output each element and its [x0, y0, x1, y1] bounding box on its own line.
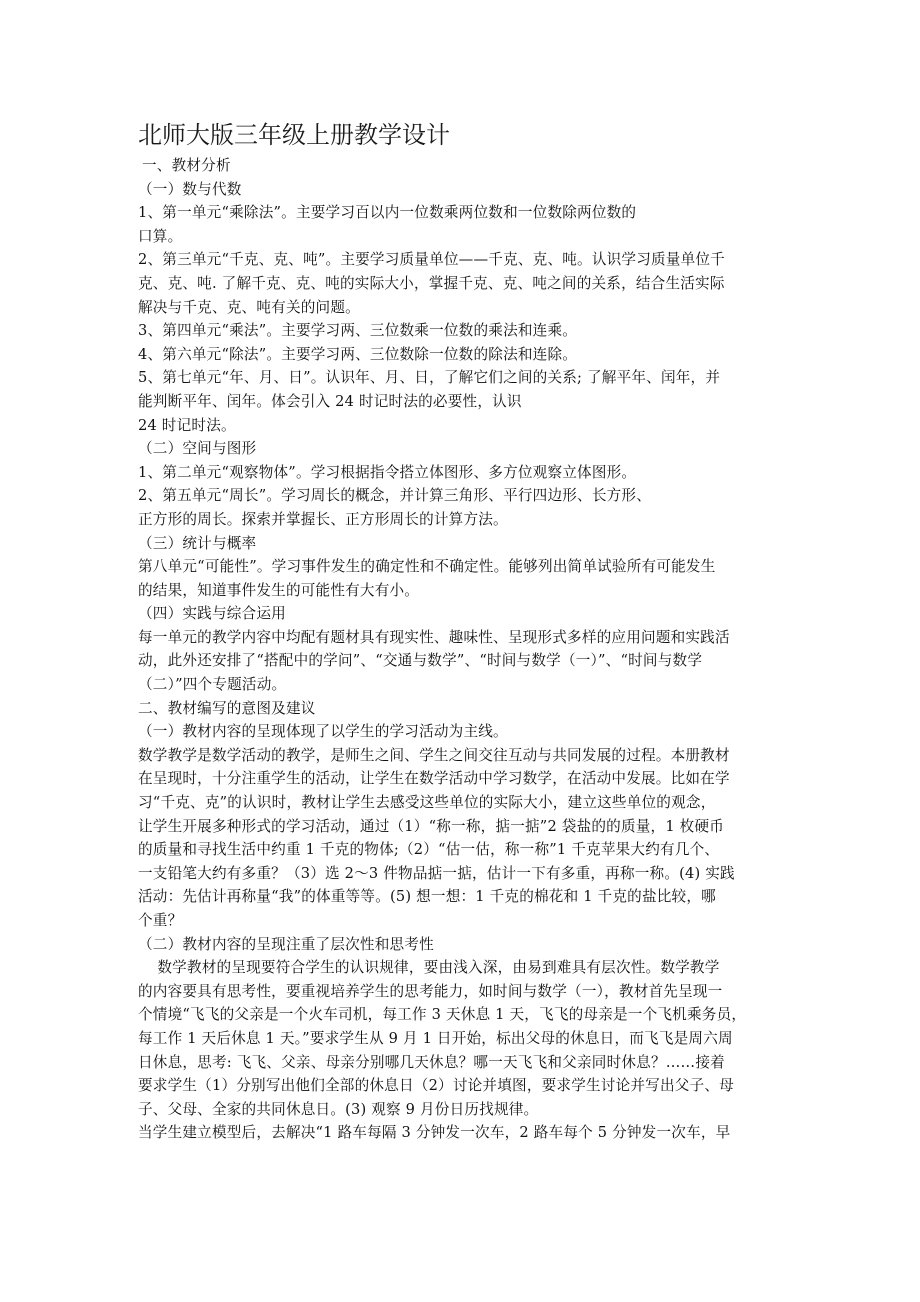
text-line: 能判断平年、闰年。体会引入 24 时记时法的必要性，认识	[138, 392, 522, 410]
text-line: 2、第三单元“千克、克、吨”。主要学习质量单位——千克、克、吨。认识学习质量单位千	[138, 251, 725, 269]
text-line: 5、第七单元“年、月、日”。认识年、月、日，了解它们之间的关系; 了解平年、闰年，并	[138, 369, 721, 387]
text-line: 口算。	[138, 227, 183, 245]
text-line: 1、第一单元“乘除法”。主要学习百以内一位数乘两位数和一位数除两位数的	[138, 204, 637, 222]
text-line: 动，此外还安排了“搭配中的学问”、“交通与数学”、“时间与数学（一）”、“时间与数学	[138, 652, 703, 670]
document-title: 北师大版三年级上册教学设计	[138, 121, 450, 149]
text-line: 习“千克、克”的认识时，教材让学生去感受这些单位的实际大小，建立这些单位的观念，	[138, 794, 716, 812]
text-line: 24 时记时法。	[138, 416, 236, 434]
text-line: 个重？	[138, 912, 183, 929]
document-body	[138, 154, 784, 1145]
text-line: 当学生建立模型后，去解决“1 路车每隔 3 分钟发一次车，2 路车每个 5 分钟发一次车，早	[138, 1124, 731, 1142]
text-line: 活动：先估计再称量“我”的体重等等。(5) 想一想：1 千克的棉花和 1 千克的盐比较，哪	[138, 888, 716, 906]
text-line: 克、克、吨. 了解千克、克、吨的实际大小，掌握千克、克、吨之间的关系，结合生活实际	[138, 274, 725, 292]
section-heading: 一、教材分析	[142, 157, 231, 174]
text-line: 的结果，知道事件发生的可能性有大有小。	[138, 581, 420, 599]
text-line: 解决与千克、克、吨有关的问题。	[138, 298, 360, 316]
text-line: 每一单元的教学内容中均配有题材具有现实性、趣味性、呈现形式多样的应用问题和实践活	[138, 628, 730, 646]
subsection-heading: （一）教材内容的呈现体现了以学生的学习活动为主线。	[138, 723, 508, 741]
text-line: 让学生开展多种形式的学习活动，通过（1）“称一称，掂一掂”2 袋盐的的质量，1 枚硬币	[138, 817, 725, 835]
subsection-heading: （三）统计与概率	[138, 534, 257, 552]
document-page	[138, 118, 784, 1145]
text-line: （二）”四个专题活动。	[138, 676, 287, 694]
text-line: 要求学生（1）分别写出他们全部的休息日（2）讨论并填图，要求学生讨论并写出父子、母	[138, 1077, 734, 1095]
text-line: 的内容要具有思考性，要重视培养学生的思考能力，如时间与数学（一），教材首先呈现一	[138, 982, 723, 1000]
text-line: 2、第五单元“周长”。学习周长的概念，并计算三角形、平行四边形、长方形、	[138, 487, 652, 505]
text-line: 的质量和寻找生活中约重 1 千克的物体;（2）“估一估，称一称”1 千克苹果大约有几个、	[138, 841, 720, 859]
text-line: 一支铅笔大约有多重？（3）选 2～3 件物品掂一掂，估计一下有多重，再称一称。(4) 实践	[138, 864, 735, 882]
text-line: 子、父母、全家的共同休息日。(3) 观察 9 月份日历找规律。	[138, 1100, 539, 1118]
subsection-heading: （一）数与代数	[138, 180, 242, 198]
subsection-heading: （二）空间与图形	[138, 440, 257, 458]
text-line: 数学教学是数学活动的教学，是师生之间、学生之间交往互动与共同发展的过程。本册教材	[138, 746, 730, 764]
text-line: 每工作 1 天后休息 1 天。”要求学生从 9 月 1 日开始，标出父母的休息日，而飞飞是周六周	[138, 1029, 733, 1047]
subsection-heading: （四）实践与综合运用	[138, 605, 286, 623]
text-line: 第八单元“可能性”。学习事件发生的确定性和不确定性。能够列出简单试验所有可能发生	[138, 558, 716, 576]
text-line: 4、第六单元“除法”。主要学习两、三位数除一位数的除法和连除。	[138, 345, 578, 363]
text-line: 1、第二单元“观察物体”。学习根据指令搭立体图形、多方位观察立体图形。	[138, 463, 637, 481]
text-line: 3、第四单元“乘法”。主要学习两、三位数乘一位数的乘法和连乘。	[138, 322, 578, 340]
text-line: 正方形的周长。探索并掌握长、正方形周长的计算方法。	[138, 510, 508, 528]
subsection-heading: （二）教材内容的呈现注重了层次性和思考性	[138, 935, 434, 953]
section-heading: 二、教材编写的意图及建议	[138, 699, 316, 717]
text-line: 个情境“飞飞的父亲是一个火车司机，每工作 3 天休息 1 天，飞飞的母亲是一个飞机乘务员，	[138, 1006, 747, 1024]
text-line: 数学教材的呈现要符合学生的认识规律，要由浅入深，由易到难具有层次性。数学教学	[138, 959, 720, 977]
text-line: 在呈现时，十分注重学生的活动，让学生在数学活动中学习数学，在活动中发展。比如在学	[138, 770, 730, 788]
text-line: 日休息，思考: 飞飞、父亲、母亲分别哪几天休息？哪一天飞飞和父亲同时休息？……接着	[138, 1053, 725, 1071]
